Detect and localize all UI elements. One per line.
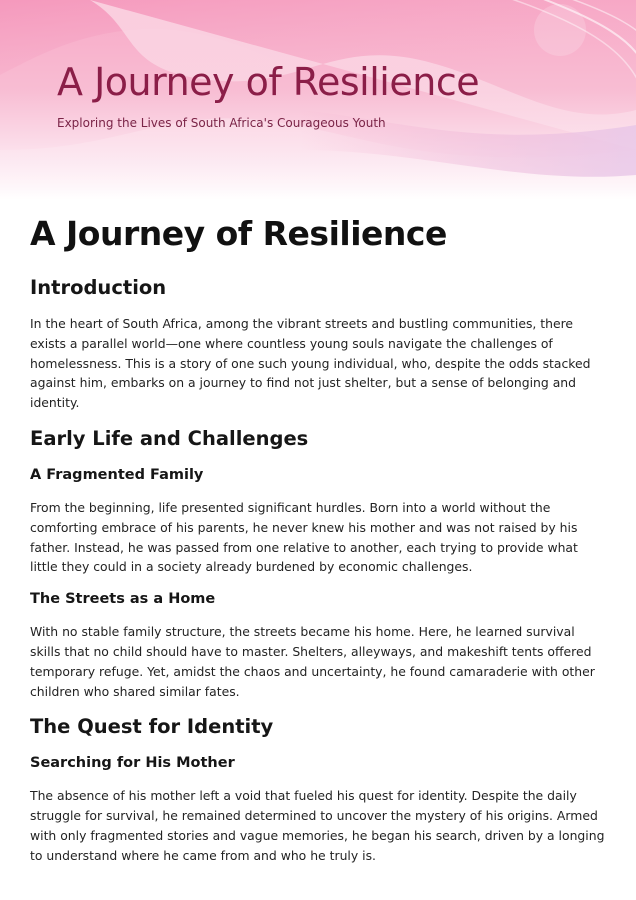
streets-home-paragraph: With no stable family structure, the streets became his home. Here, he learned survival skills that no child should have to master. Shelters, alleyways, and makeshift tents offered temporary refuge. Yet, amidst the chaos and uncertainty, he found camaraderie with other children who shared similar fates. — [30, 624, 595, 699]
header-banner — [0, 0, 636, 200]
document-title: A Journey of Resilience — [30, 214, 447, 253]
fragmented-family-paragraph: From the beginning, life presented significant hurdles. Born into a world without the comforting embrace of his parents, he never knew his mother and was not raised by his father. Instead, he was passed from one relative to another, each trying to provide what little they could in a society already burdened by economic challenges. — [30, 499, 578, 575]
introduction-paragraph: In the heart of South Africa, among the vibrant streets and bustling communities, there exists a parallel world—one where countless young souls navigate the challenges of homelessness. This is a story of one such young individual, who, despite the odds stacked against him, embarks on a journey to find not just shelter, but a sense of belonging and identity. — [30, 316, 591, 411]
banner-subtitle: Exploring the Lives of South Africa's Courageous Youth — [57, 116, 386, 130]
fragmented-family-heading: A Fragmented Family — [30, 466, 204, 483]
document-body — [30, 212, 608, 878]
introduction-heading: Introduction — [30, 276, 167, 299]
searching-mother-paragraph: The absence of his mother left a void that fueled his quest for identity. Despite the daily struggle for survival, he remained determined to uncover the mystery of his origins. Armed with only fragmented stories and vague memories, he began his search, driven by a longing to understand where he came from and who he truly is. — [30, 788, 605, 863]
searching-mother-heading: Searching for His Mother — [30, 755, 235, 772]
streets-home-heading: The Streets as a Home — [30, 591, 216, 608]
banner-title: A Journey of Resilience — [57, 60, 480, 104]
early-life-heading: Early Life and Challenges — [30, 426, 309, 450]
quest-identity-heading: The Quest for Identity — [30, 715, 274, 739]
